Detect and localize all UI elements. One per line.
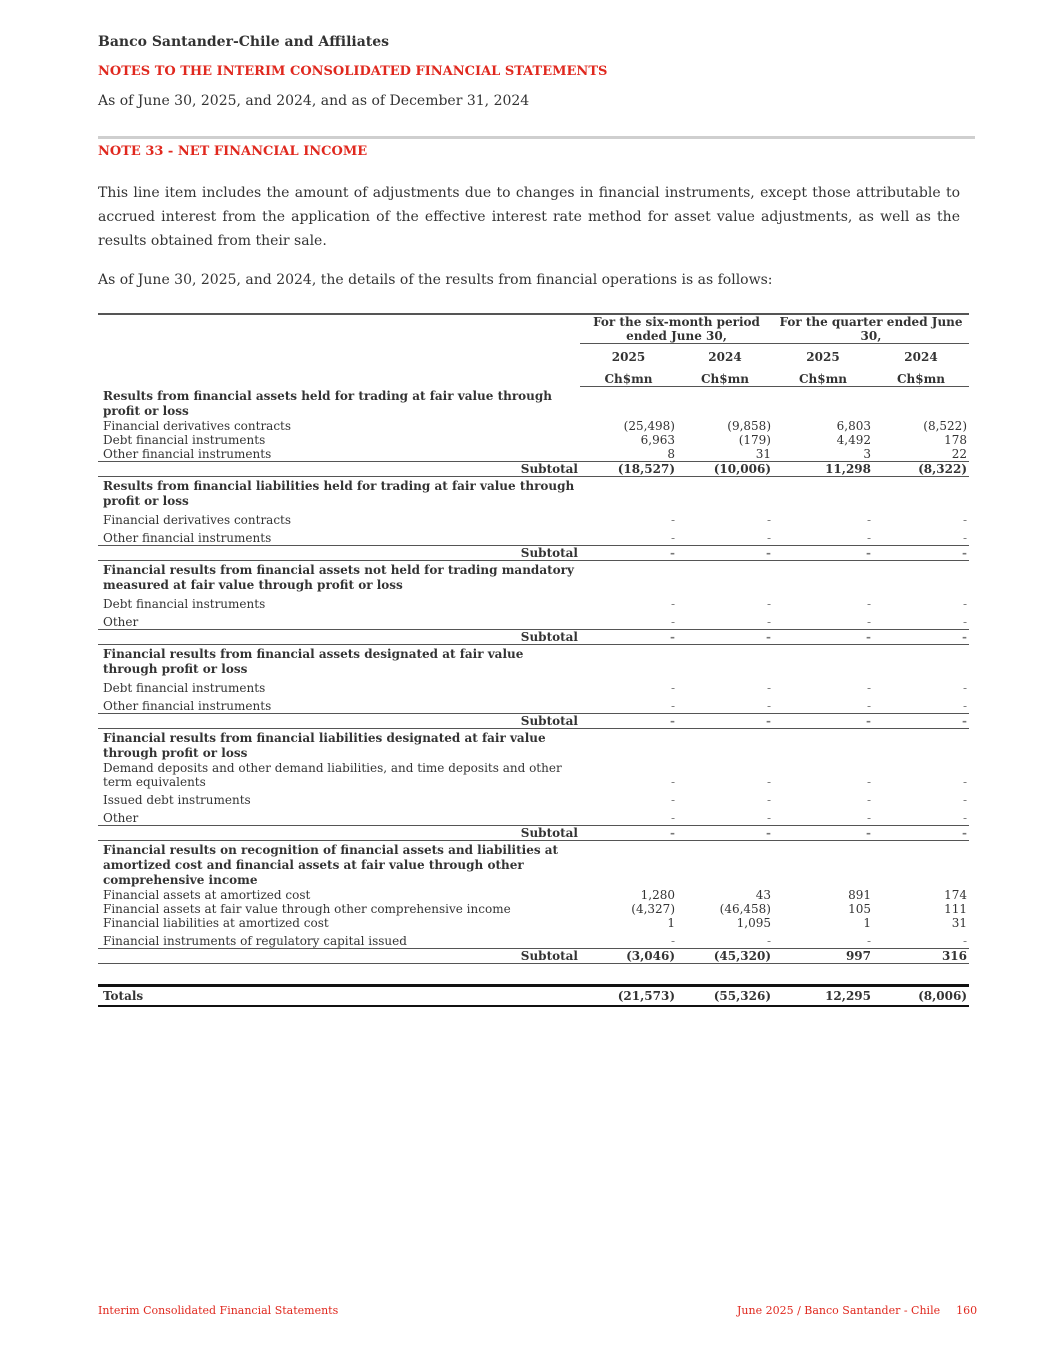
table-row xyxy=(98,930,969,949)
row-value: 31 xyxy=(677,447,773,462)
subtotal-label: Subtotal xyxy=(98,461,580,476)
row-value: - xyxy=(766,774,771,789)
row-value: - xyxy=(677,930,773,949)
row-label: Debt financial instruments xyxy=(103,432,266,447)
note-title: NOTE 33 - NET FINANCIAL INCOME xyxy=(98,144,368,159)
row-value: - xyxy=(773,611,873,630)
subtotal-value: - xyxy=(677,629,773,644)
row-value: - xyxy=(766,792,771,807)
currency-header: Ch$mn xyxy=(873,364,969,387)
row-value: (4,327) xyxy=(631,901,675,916)
row-value: 111 xyxy=(944,901,967,916)
row-value: 105 xyxy=(848,901,871,916)
subtotal-value: - xyxy=(773,629,873,644)
row-value: 3 xyxy=(773,447,873,462)
section-title: Results from financial assets held for trading at fair value through profit or loss xyxy=(103,388,553,418)
subtotal-row xyxy=(98,713,969,728)
row-value: - xyxy=(677,695,773,714)
row-value: - xyxy=(866,774,871,789)
row-value: 174 xyxy=(944,887,967,902)
table-row xyxy=(98,916,969,930)
row-value: - xyxy=(773,930,873,949)
row-value: - xyxy=(873,611,969,630)
section-title: Financial results from financial liabilities designated at fair value through profit or loss xyxy=(103,730,546,760)
table-row xyxy=(98,695,969,714)
subtotal-label: Subtotal xyxy=(98,825,580,840)
subtotal-value: - xyxy=(773,545,873,560)
net-financial-income-table xyxy=(98,313,969,1007)
table-row xyxy=(98,761,969,789)
row-value: 43 xyxy=(755,887,771,902)
row-value: (8,522) xyxy=(923,418,967,433)
section-title: Financial results on recognition of financial assets and liabilities at amortized cost and financial assets at fair value through other comprehensive income xyxy=(103,842,559,887)
table-row xyxy=(98,611,969,630)
subtotal-value: 316 xyxy=(873,948,969,963)
table-row xyxy=(98,509,969,527)
currency-header: Ch$mn xyxy=(677,364,773,387)
row-value: 1,095 xyxy=(736,915,771,930)
row-value: - xyxy=(962,596,967,611)
date-line: As of June 30, 2025, and 2024, and as of December 31, 2024 xyxy=(98,93,530,109)
row-label: Other financial instruments xyxy=(98,447,580,462)
subtotal-value: - xyxy=(773,713,873,728)
subtotal-value: (3,046) xyxy=(580,948,677,963)
row-value: - xyxy=(773,695,873,714)
subtotal-row xyxy=(98,461,969,476)
row-value: 22 xyxy=(873,447,969,462)
row-value: - xyxy=(766,512,771,527)
subtotal-value: - xyxy=(580,825,677,840)
subtotal-value: (45,320) xyxy=(677,948,773,963)
row-value: - xyxy=(766,680,771,695)
subtotal-row xyxy=(98,825,969,840)
row-label: Other financial instruments xyxy=(98,527,580,546)
notes-title: NOTES TO THE INTERIM CONSOLIDATED FINANCIAL STATEMENTS xyxy=(98,64,608,79)
row-value: - xyxy=(670,680,675,695)
subtotal-value: - xyxy=(677,713,773,728)
row-value: - xyxy=(677,611,773,630)
row-value: - xyxy=(670,596,675,611)
subtotal-value: 11,298 xyxy=(773,461,873,476)
row-value: 1,280 xyxy=(640,887,675,902)
row-label: Debt financial instruments xyxy=(103,596,266,611)
subtotal-value: - xyxy=(580,713,677,728)
section-title: Financial results from financial assets not held for trading mandatory measured at fair value through profit or loss xyxy=(103,562,574,592)
row-value: - xyxy=(580,695,677,714)
totals-value: (21,573) xyxy=(580,985,677,1006)
row-value: - xyxy=(670,512,675,527)
company-name: Banco Santander-Chile and Affiliates xyxy=(98,34,390,50)
footer-right xyxy=(737,1304,977,1317)
row-label: Other financial instruments xyxy=(98,695,580,714)
table-row xyxy=(98,433,969,447)
row-value: - xyxy=(873,930,969,949)
table-row xyxy=(98,807,969,826)
table-row xyxy=(98,419,969,433)
row-value: - xyxy=(873,527,969,546)
row-value: 6,803 xyxy=(836,418,871,433)
row-value: - xyxy=(873,807,969,826)
row-value: - xyxy=(677,527,773,546)
row-value: - xyxy=(866,512,871,527)
row-label: Other xyxy=(98,807,580,826)
subtotal-value: - xyxy=(873,825,969,840)
subtotal-value: - xyxy=(873,713,969,728)
subtotal-value: (18,527) xyxy=(580,461,677,476)
group-header-six-month: For the six-month period ended June 30, xyxy=(580,315,773,344)
table-row xyxy=(98,888,969,902)
row-label: Financial derivatives contracts xyxy=(103,418,292,433)
row-value: - xyxy=(580,611,677,630)
table-row xyxy=(98,677,969,695)
table-row xyxy=(98,902,969,916)
totals-row xyxy=(98,985,969,1006)
note-paragraph-2: As of June 30, 2025, and 2024, the details of the results from financial operations is as follows: xyxy=(98,272,773,288)
row-label: Debt financial instruments xyxy=(103,680,266,695)
row-label: Financial liabilities at amortized cost xyxy=(103,915,329,930)
row-value: - xyxy=(866,792,871,807)
section-header-row xyxy=(98,840,969,888)
row-value: - xyxy=(962,792,967,807)
row-value: 31 xyxy=(951,915,967,930)
section-header-row xyxy=(98,728,969,761)
year-header: 2025 xyxy=(806,350,840,364)
subtotal-value: 997 xyxy=(773,948,873,963)
header-divider xyxy=(98,136,975,139)
section-header-row xyxy=(98,387,969,419)
row-value: 1 xyxy=(863,915,871,930)
subtotal-label: Subtotal xyxy=(98,545,580,560)
table-row xyxy=(98,447,969,462)
subtotal-value: (8,322) xyxy=(873,461,969,476)
section-header-row xyxy=(98,644,969,677)
row-label: Demand deposits and other demand liabilities, and time deposits and other term equivalents xyxy=(103,760,562,789)
currency-header: Ch$mn xyxy=(773,364,873,387)
row-value: - xyxy=(580,807,677,826)
row-value: 178 xyxy=(944,432,967,447)
header-blank xyxy=(98,315,580,344)
subtotal-value: - xyxy=(773,825,873,840)
subtotal-row xyxy=(98,545,969,560)
row-value: - xyxy=(670,792,675,807)
row-label: Financial derivatives contracts xyxy=(103,512,292,527)
row-value: - xyxy=(773,527,873,546)
year-header: 2025 xyxy=(611,350,646,364)
subtotal-label: Subtotal xyxy=(98,713,580,728)
row-value: (46,458) xyxy=(719,901,771,916)
row-value: - xyxy=(766,596,771,611)
row-value: - xyxy=(866,680,871,695)
row-value: - xyxy=(580,930,677,949)
subtotal-row xyxy=(98,948,969,963)
row-label: Issued debt instruments xyxy=(103,792,251,807)
subtotal-label: Subtotal xyxy=(98,629,580,644)
section-header-row xyxy=(98,476,969,509)
totals-value: (8,006) xyxy=(873,985,969,1006)
row-value: 891 xyxy=(848,887,871,902)
row-value: (25,498) xyxy=(623,418,675,433)
totals-value: (55,326) xyxy=(677,985,773,1006)
subtotal-value: - xyxy=(873,629,969,644)
row-value: 6,963 xyxy=(640,432,675,447)
subtotal-value: - xyxy=(580,545,677,560)
subtotal-value: - xyxy=(580,629,677,644)
year-header: 2024 xyxy=(904,350,938,364)
footer-left: Interim Consolidated Financial Statements xyxy=(98,1304,339,1317)
year-header: 2024 xyxy=(708,350,742,364)
table-row xyxy=(98,593,969,611)
subtotal-label: Subtotal xyxy=(98,948,580,963)
row-value: (9,858) xyxy=(727,418,771,433)
row-label: Financial assets at amortized cost xyxy=(103,887,311,902)
row-value: - xyxy=(580,527,677,546)
footer-report: June 2025 / Banco Santander - Chile xyxy=(737,1304,941,1317)
row-value: - xyxy=(773,807,873,826)
note-paragraph: This line item includes the amount of adjustments due to changes in financial instruments, except those attributable to accrued interest from the application of the effective interest rate method for asset value adjustments, as well as the results obtained from their sale. xyxy=(98,185,960,249)
row-label: Financial instruments of regulatory capital issued xyxy=(98,930,580,949)
row-value: - xyxy=(677,807,773,826)
row-label: Financial assets at fair value through other comprehensive income xyxy=(103,901,511,916)
subtotal-value: - xyxy=(677,545,773,560)
page-number: 160 xyxy=(956,1304,978,1317)
row-value: - xyxy=(873,695,969,714)
row-label: Other xyxy=(98,611,580,630)
section-title: Financial results from financial assets designated at fair value through profit or loss xyxy=(103,646,524,676)
subtotal-value: (10,006) xyxy=(677,461,773,476)
totals-label: Totals xyxy=(98,985,580,1006)
row-value: 4,492 xyxy=(836,432,871,447)
row-value: - xyxy=(962,512,967,527)
row-value: - xyxy=(962,680,967,695)
table-row xyxy=(98,789,969,807)
row-value: (179) xyxy=(738,432,771,447)
row-value: - xyxy=(962,774,967,789)
subtotal-value: - xyxy=(873,545,969,560)
table-row xyxy=(98,527,969,546)
section-title: Results from financial liabilities held for trading at fair value through profit or loss xyxy=(103,478,575,508)
row-value: - xyxy=(866,596,871,611)
row-value: 1 xyxy=(667,915,675,930)
row-value: - xyxy=(670,774,675,789)
currency-header: Ch$mn xyxy=(580,364,677,387)
totals-value: 12,295 xyxy=(773,985,873,1006)
section-header-row xyxy=(98,560,969,593)
subtotal-row xyxy=(98,629,969,644)
row-value: 8 xyxy=(580,447,677,462)
subtotal-value: - xyxy=(677,825,773,840)
group-header-quarter: For the quarter ended June 30, xyxy=(773,315,969,344)
